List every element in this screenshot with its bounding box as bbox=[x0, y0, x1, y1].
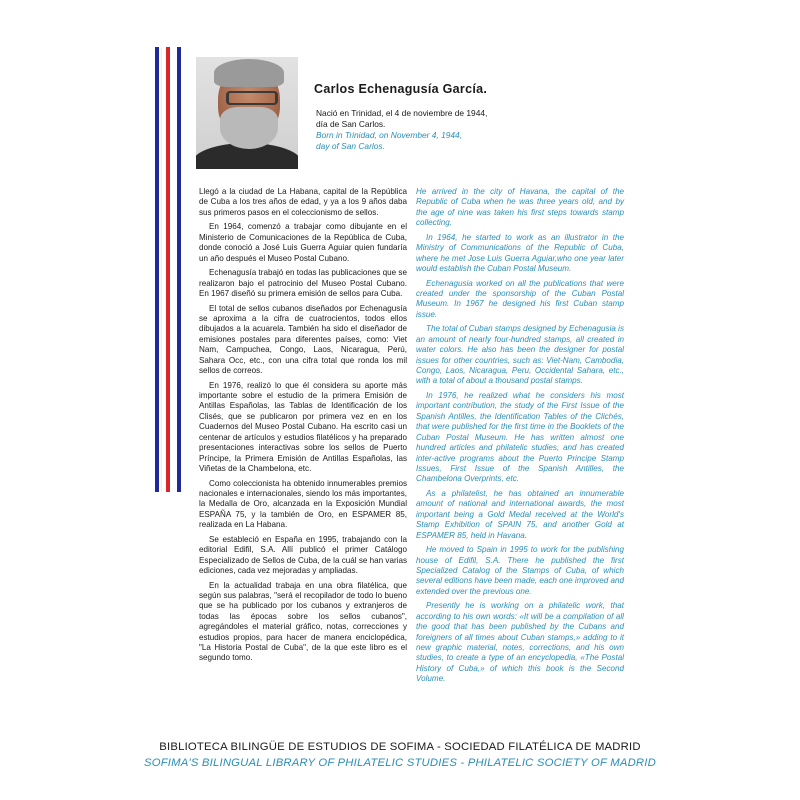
portrait-beard bbox=[220, 107, 278, 149]
author-name: Carlos Echenagusía García. bbox=[314, 82, 488, 96]
paragraph-en-6: As a philatelist, he has obtained an innumerable amount of national and international awards, the most important being a Gold Medal received at the World's Stamp Exhibition of SPAIN 75, and another Gold at ESPAMER 85, held in Havana. bbox=[416, 488, 624, 540]
birth-info-english bbox=[316, 130, 516, 152]
birth-info-spanish bbox=[316, 108, 516, 130]
paragraph-es-6: Como coleccionista ha obtenido innumerables premios nacionales e internacionales, siendo los más importantes, la Medalla de Oro, alcanzada en la Exposición Mundial ESPAÑA 75, y la también de Oro, en ESPAMER 85, realizada en La Habana. bbox=[199, 478, 407, 530]
biography-spanish-column bbox=[199, 187, 407, 668]
paragraph-es-3: Echenagusía trabajó en todas las publicaciones que se realizaron bajo el patrocinio del Museo Postal Cubano. En 1967 diseñó su primera emisión de sellos para Cuba. bbox=[199, 268, 407, 299]
birth-line-en-1: Born in Trinidad, on November 4, 1944, bbox=[316, 130, 463, 140]
birth-line-en-2: day of San Carlos. bbox=[316, 141, 385, 151]
stripe-blue-right bbox=[177, 47, 181, 492]
paragraph-en-7: He moved to Spain in 1995 to work for the publishing house of Edifil, S.A. There he published the first Specialized Catalog of the Stamps of Cuba, of which several editions have been made, each one improved and extended over the previous one. bbox=[416, 545, 624, 596]
paragraph-es-2: En 1964, comenzó a trabajar como dibujante en el Ministerio de Comunicaciones de la República de Cuba, donde conoció a José Luis Guerra Aguiar quien fundaría un año después el Museo Postal Cubano. bbox=[199, 222, 407, 263]
footer-spanish: BIBLIOTECA BILINGÜE DE ESTUDIOS DE SOFIMA - SOCIEDAD FILATÉLICA DE MADRID bbox=[159, 741, 641, 753]
paragraph-en-4: The total of Cuban stamps designed by Echenagusia is an amount of nearly four-hundred stamps, all created in water colors. He also has been the designer for postal issues for other countries, such as: Viet-Nam, Cambodia, Congo, Laos, Nicaragua, Peru, Occidental Sahara, etc., with a total of about a thousand postal stamps. bbox=[416, 324, 624, 386]
paragraph-es-1: Llegó a la ciudad de La Habana, capital de la República de Cuba a los tres años de edad, y ya a los 9 años daba sus primeros pasos en el coleccionismo de sellos. bbox=[199, 187, 407, 217]
footer-english: SOFIMA'S BILINGUAL LIBRARY OF PHILATELIC STUDIES - PHILATELIC SOCIETY OF MADRID bbox=[143, 757, 656, 769]
biography-english-column bbox=[416, 187, 624, 689]
stripe-white-left bbox=[161, 47, 164, 492]
paragraph-es-4: El total de sellos cubanos diseñados por Echenagusía se aproxima a la cifra de cuatrocientos, todos ellos dibujados a la acuarela. También ha sido el diseñador de emisiones postales para diferentes países, como: Viet Nam, Campuchea, Congo, Laos, Nicaragua, Perú, Sahara Occ, etc., con una cifra total que ronda los mil sellos de correos. bbox=[199, 303, 407, 376]
paragraph-en-5: In 1976, he realized what he considers his most important contribution, the study of the First Issue of the Spanish Antilles, the Identification Tables of the Clichés, that were published for the first time in the Booklets of the Cuban Postal Museum. He has written almost one hundred articles and philatelic studies, and has created inter-active programs about the Puerto Principe Stamp Issues, First Issue of the Spanish Antilles, the Chambelona Overprints, etc. bbox=[416, 391, 624, 484]
portrait-glasses bbox=[226, 91, 278, 105]
paragraph-en-8: Presently he is working on a philatelic work, that according to his own words: «It will be a compilation of all the good that has been published by the Cubans and foreigners of all times about Cuban stamps,» adding to it new graphic material, notes, corrections, and his own studies, to create a type of an encyclopedia, «The Postal History of Cuba,» of which this book is the Second Volume. bbox=[416, 601, 624, 684]
paragraph-en-1: He arrived in the city of Havana, the capital of the Republic of Cuba when he was three years old, and by the age of nine was taken his first steps towards stamp collecting. bbox=[416, 187, 624, 228]
stripe-white-right bbox=[172, 47, 176, 492]
paragraph-es-5: En 1976, realizó lo que él considera su aporte más importante sobre el estudio de la primera Emisión de Antillas Españolas, las Tablas de Identificación de los Clisés, que se publicaron por primera vez en en los Cuadernos del Museo Postal Cubano. Ha escrito casi un centenar de artículos y estudios filatélicos y ha preparado presentaciones interactivas sobre los sellos de Puerto Príncipe, la Primera Emisión de Antillas Españolas, las Viñetas de la Chambelona, etc. bbox=[199, 380, 407, 473]
portrait-hair bbox=[214, 59, 284, 87]
author-portrait bbox=[196, 57, 298, 169]
paragraph-es-8: En la actualidad trabaja en una obra filatélica, que según sus palabras, "será el recopilador de todo lo bueno que se ha publicado por los cubanos y extranjeros de todas las épocas sobre los sellos cubanos", agregándoles el material gráfico, notas, correcciones y estudios propios, para hacer de manera enciclopédica, "La Historia Postal de Cuba", de la que este libro es el segundo tomo. bbox=[199, 580, 407, 663]
birth-line-es-1: Nació en Trinidad, el 4 de noviembre de 1944, bbox=[316, 108, 488, 118]
stripe-red bbox=[166, 47, 170, 492]
paragraph-en-2: In 1964, he started to work as an illustrator in the Ministry of Communications of the Republic of Cuba, where he met Jose Luis Guerra Aguiar,who one year later would establish the Cuban Postal Museum. bbox=[416, 232, 624, 274]
birth-line-es-2: día de San Carlos. bbox=[316, 119, 386, 129]
paragraph-en-3: Echenagusia worked on all the publications that were created under the sponsorship of the Cuban Postal Museum. In 1967 he designed his first Cuban stamp issue. bbox=[416, 278, 624, 319]
paragraph-es-7: Se estableció en España en 1995, trabajando con la editorial Edifil, S.A. Allí publicó el primer Catálogo Especializado de Sellos de Cuba, de la cuál se han varias ediciones, cada vez mejoradas y ampliadas. bbox=[199, 534, 407, 575]
stripe-blue-left bbox=[155, 47, 159, 492]
